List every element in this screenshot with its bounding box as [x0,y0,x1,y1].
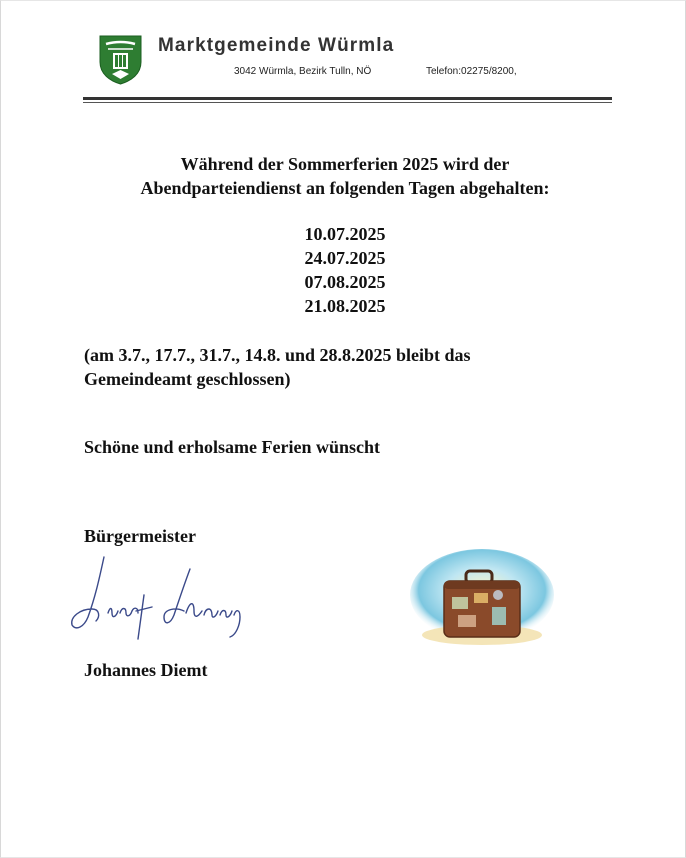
mayor-name: Johannes Diemt [84,660,208,680]
header-rule-thick [83,97,612,100]
service-date: 24.07.2025 [304,248,386,268]
municipal-crest-icon [98,34,143,86]
header-rule-thin [83,102,612,103]
org-name: Marktgemeinde Würmla [158,35,395,56]
org-phone: Telefon:02275/8200, [426,66,517,77]
announcement-headline [60,152,630,200]
closure-line-2: Gemeindeamt geschlossen) [84,369,291,389]
closure-note [84,343,554,391]
service-date: 21.08.2025 [304,296,386,316]
headline-line-2: Abendparteiendienst an folgenden Tagen abgehalten: [140,178,550,198]
holiday-wishes: Schöne und erholsame Ferien wünscht [84,437,381,457]
suitcase-illustration [408,547,556,649]
service-date: 07.08.2025 [304,272,386,292]
org-address: 3042 Würmla, Bezirk Tulln, NÖ [234,66,372,77]
closure-line-1: (am 3.7., 17.7., 31.7., 14.8. und 28.8.2025 bleibt das [84,345,471,365]
service-dates-list [245,222,445,318]
mayor-title: Bürgermeister [84,526,196,546]
headline-line-1: Während der Sommerferien 2025 wird der [180,154,510,174]
service-date: 10.07.2025 [304,224,386,244]
signature-image [66,555,266,650]
